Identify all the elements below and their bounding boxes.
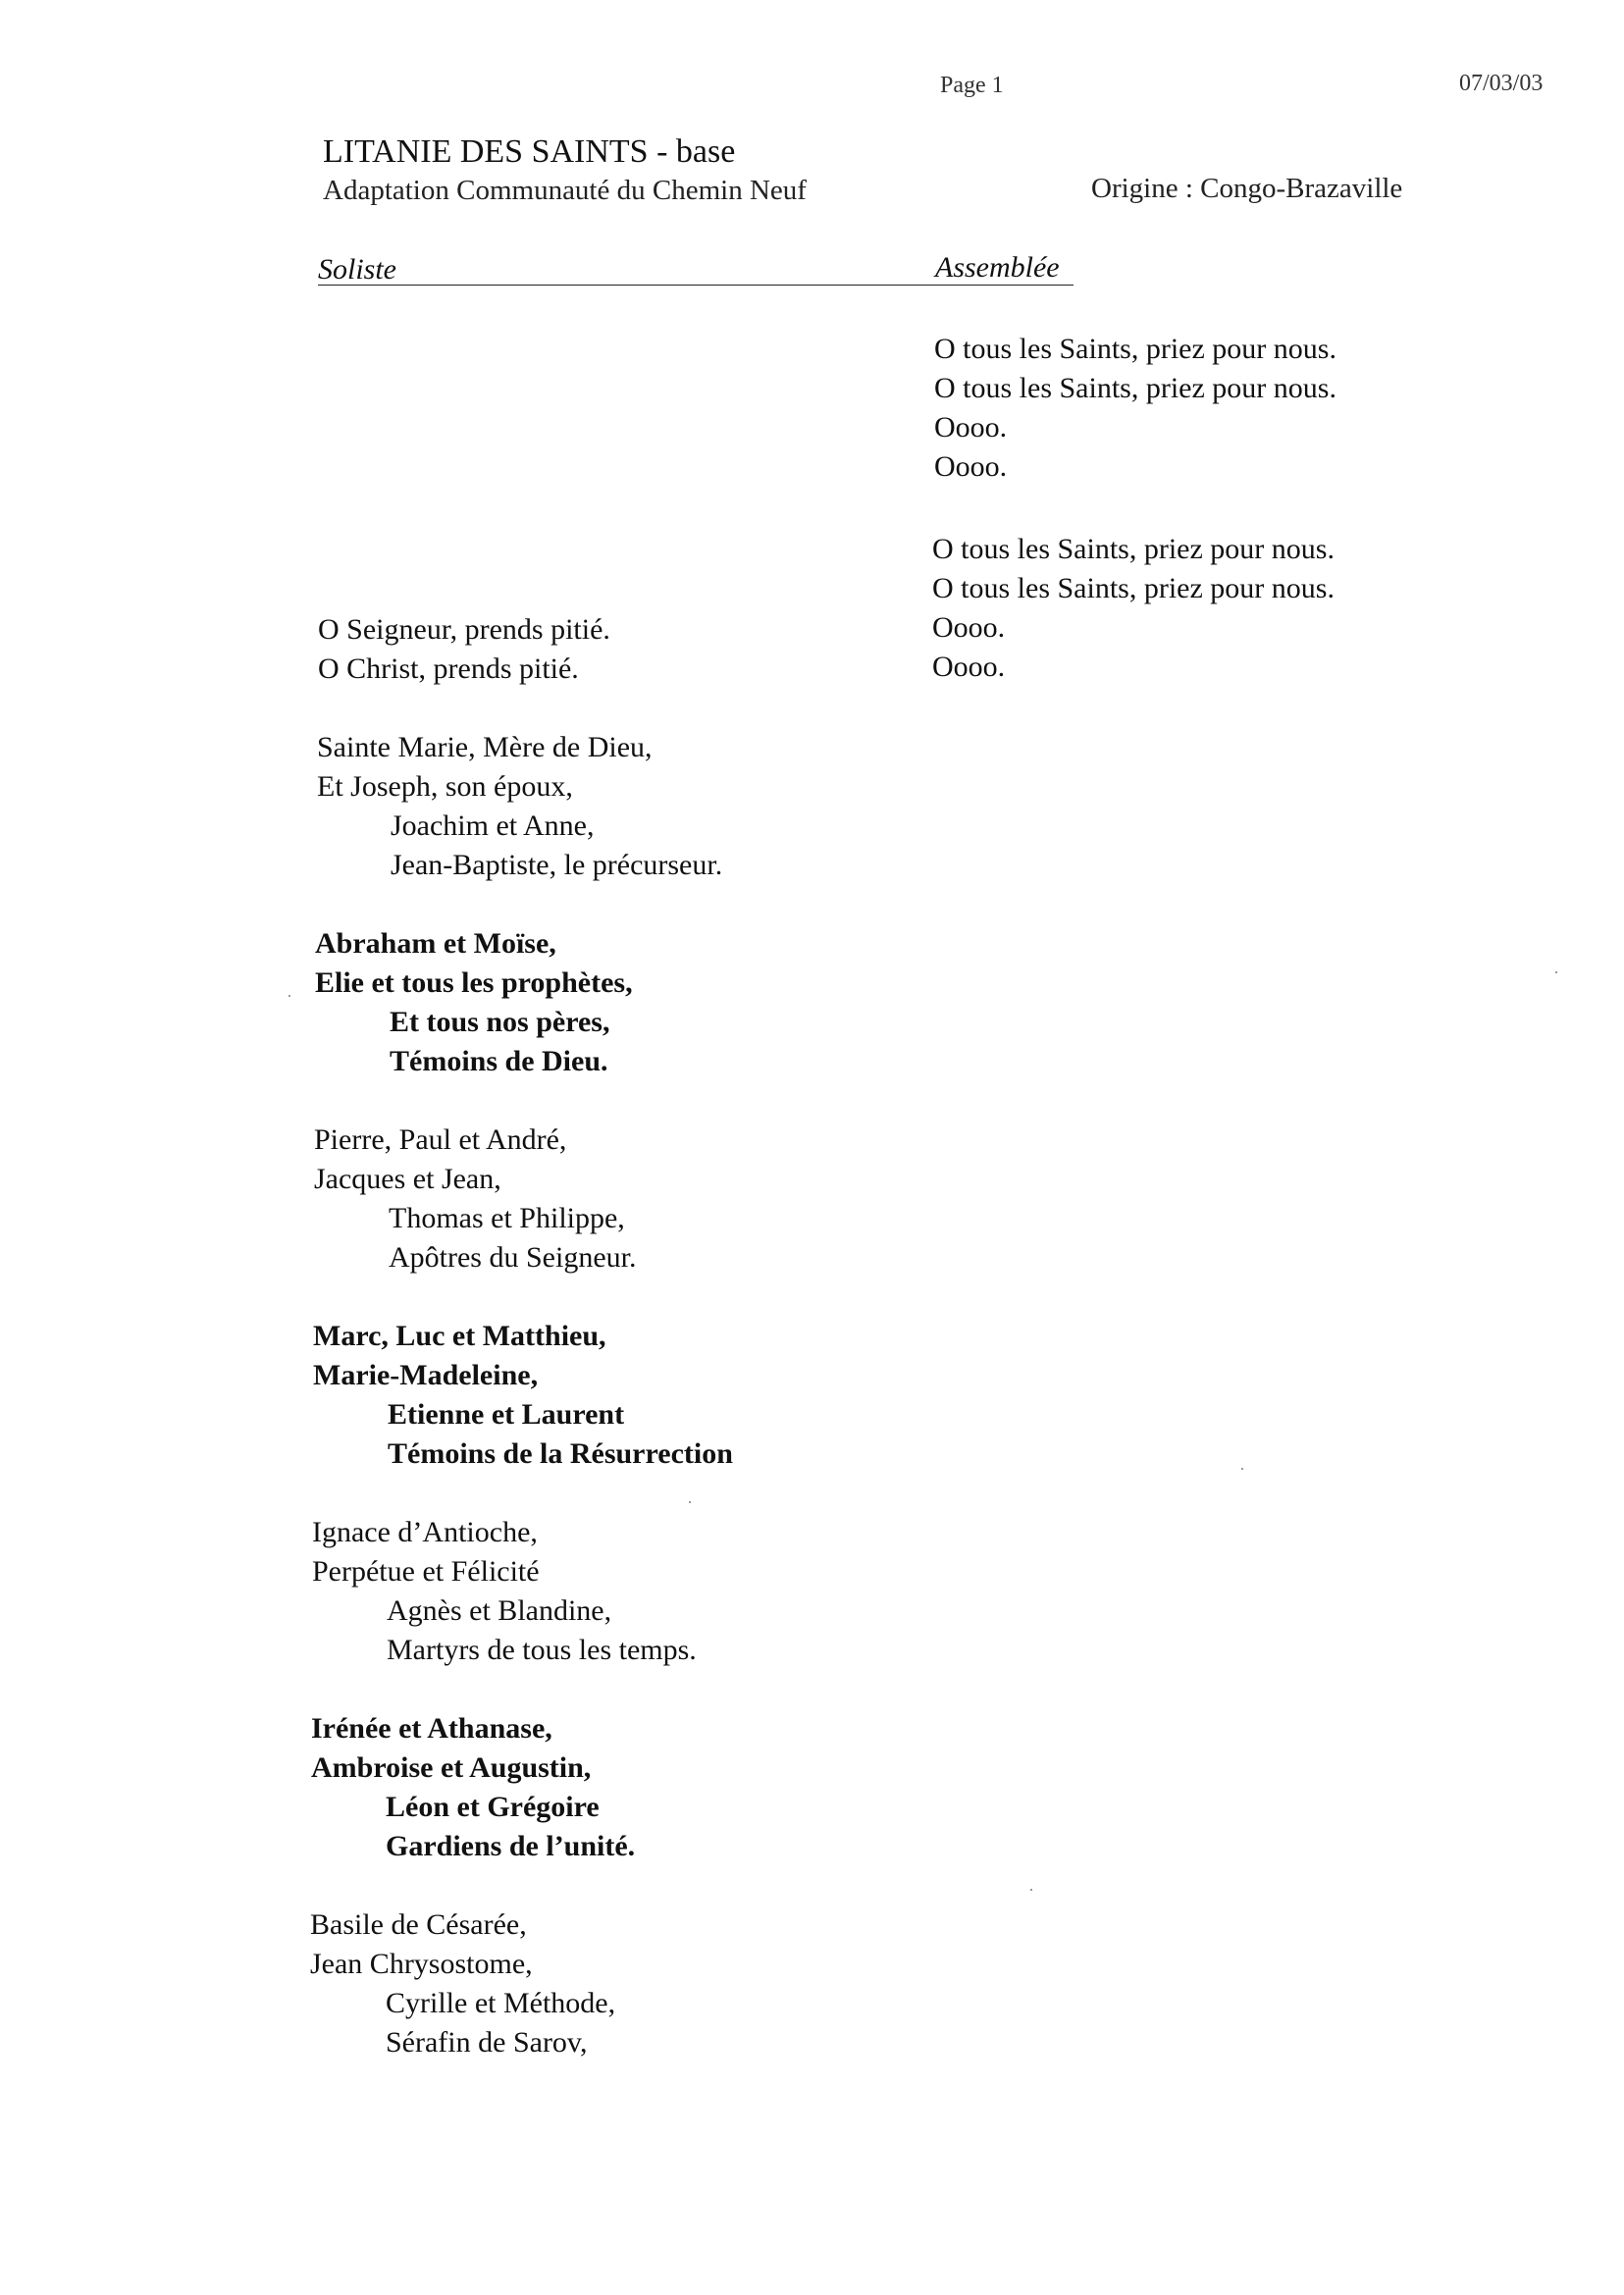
soloist-line: Agnès et Blandine, <box>387 1594 612 1627</box>
soloist-line: Joachim et Anne, <box>391 809 595 842</box>
soloist-line: Jean Chrysostome, <box>310 1948 533 1980</box>
scan-speck <box>1241 1468 1243 1470</box>
soloist-line: Abraham et Moïse, <box>315 927 556 960</box>
adaptation-credit: Adaptation Communauté du Chemin Neuf <box>323 175 807 206</box>
scan-speck <box>288 995 290 997</box>
document-title: LITANIE DES SAINTS - base <box>323 133 736 170</box>
soloist-line: Sérafin de Sarov, <box>386 2026 588 2059</box>
assembly-line: O tous les Saints, priez pour nous. <box>934 372 1336 404</box>
soloist-line: O Seigneur, prends pitié. <box>318 613 610 646</box>
assembly-line: O tous les Saints, priez pour nous. <box>934 333 1336 365</box>
heading-rule <box>318 285 1074 286</box>
column-heading-soloist: Soliste <box>318 253 396 286</box>
soloist-line: Marie-Madeleine, <box>313 1359 539 1391</box>
soloist-line: Témoins de Dieu. <box>390 1045 608 1077</box>
soloist-line: Témoins de la Résurrection <box>388 1437 733 1470</box>
soloist-line: Ignace d’Antioche, <box>312 1516 538 1548</box>
soloist-line: Marc, Luc et Matthieu, <box>313 1320 606 1352</box>
soloist-line: Perpétue et Félicité <box>312 1555 540 1588</box>
soloist-line: Basile de Césarée, <box>310 1908 527 1941</box>
scan-speck <box>1555 971 1557 973</box>
origin-credit: Origine : Congo-Brazaville <box>1091 173 1403 204</box>
assembly-line: Oooo. <box>934 411 1008 443</box>
soloist-line: Irénée et Athanase, <box>311 1712 552 1745</box>
scan-speck <box>689 1501 691 1503</box>
soloist-line: Jacques et Jean, <box>314 1163 501 1195</box>
scan-speck <box>1030 1889 1032 1891</box>
soloist-line: Thomas et Philippe, <box>389 1202 625 1234</box>
page-number: Page 1 <box>940 73 1004 98</box>
soloist-line: Martyrs de tous les temps. <box>387 1634 697 1666</box>
soloist-line: Gardiens de l’unité. <box>386 1830 636 1862</box>
column-heading-assembly: Assemblée <box>935 251 1060 284</box>
assembly-line: Oooo. <box>932 651 1006 683</box>
assembly-line: O tous les Saints, priez pour nous. <box>932 533 1335 565</box>
assembly-line: Oooo. <box>932 611 1006 644</box>
assembly-line: O tous les Saints, priez pour nous. <box>932 572 1335 604</box>
soloist-line: Et Joseph, son époux, <box>317 770 573 803</box>
soloist-line: Apôtres du Seigneur. <box>389 1241 637 1274</box>
soloist-line: Et tous nos pères, <box>390 1006 610 1038</box>
soloist-line: Sainte Marie, Mère de Dieu, <box>317 731 653 763</box>
soloist-line: O Christ, prends pitié. <box>318 652 579 685</box>
soloist-line: Cyrille et Méthode, <box>386 1987 616 2019</box>
document-date: 07/03/03 <box>1459 71 1544 96</box>
assembly-line: Oooo. <box>934 450 1008 483</box>
soloist-line: Jean-Baptiste, le précurseur. <box>391 849 723 881</box>
soloist-line: Pierre, Paul et André, <box>314 1123 567 1156</box>
soloist-line: Ambroise et Augustin, <box>311 1751 592 1784</box>
soloist-line: Etienne et Laurent <box>388 1398 625 1431</box>
soloist-line: Léon et Grégoire <box>386 1791 600 1823</box>
soloist-line: Elie et tous les prophètes, <box>315 966 633 999</box>
